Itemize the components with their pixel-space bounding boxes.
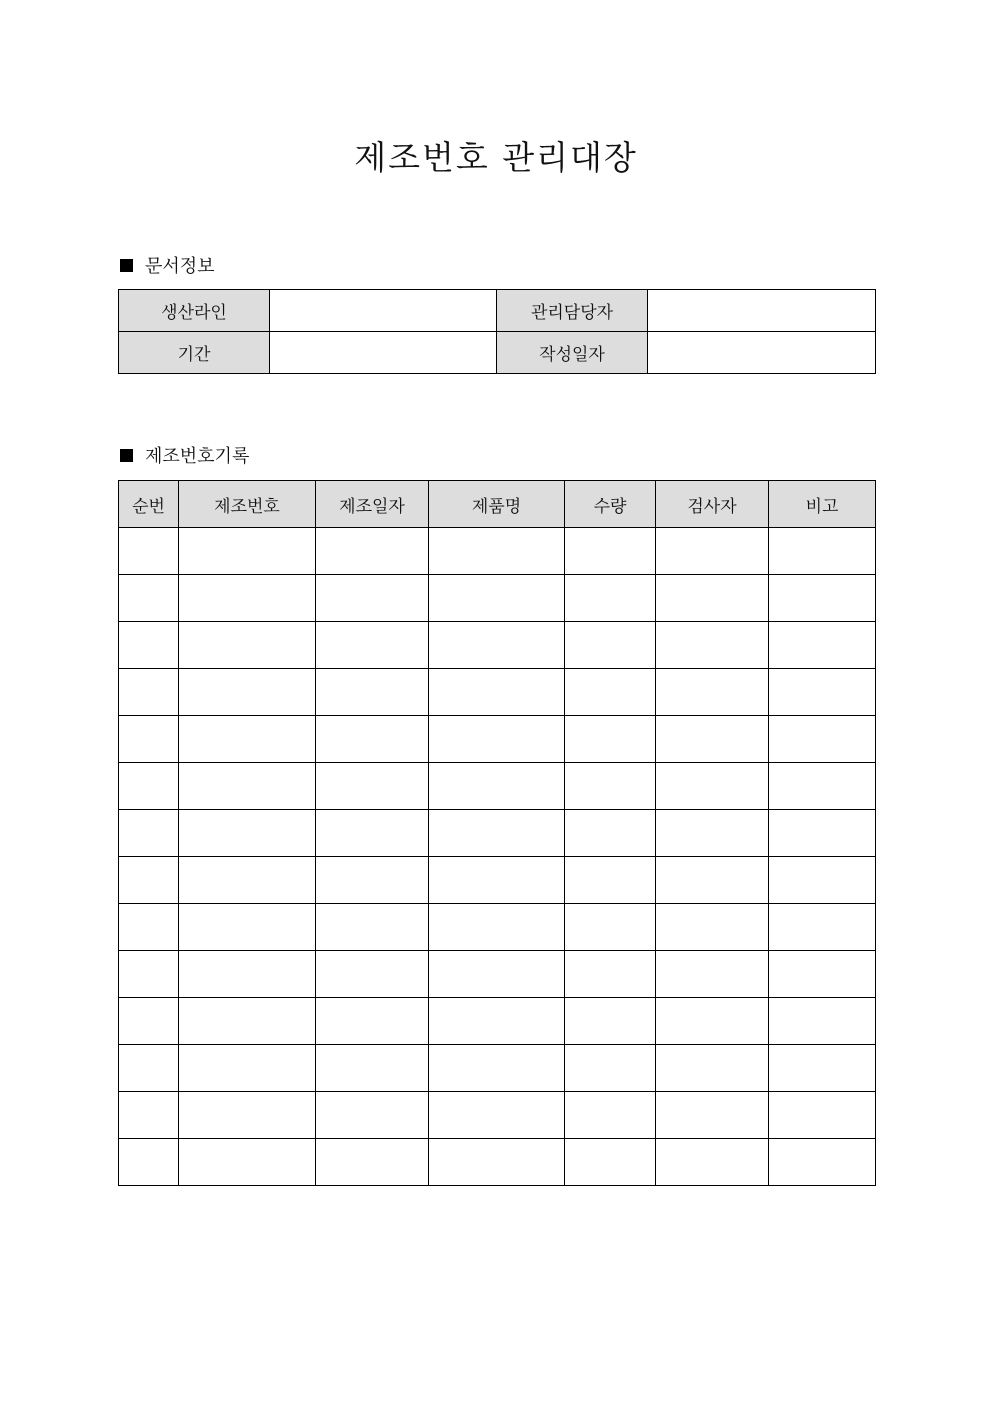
serial-number-cell[interactable] <box>179 669 316 716</box>
remarks-cell[interactable] <box>769 810 876 857</box>
remarks-cell[interactable] <box>769 716 876 763</box>
quantity-cell[interactable] <box>565 1045 656 1092</box>
col-header-manufacture-date: 제조일자 <box>316 481 429 528</box>
manufacture-date-cell[interactable] <box>316 904 429 951</box>
quantity-cell[interactable] <box>565 951 656 998</box>
table-row <box>119 669 876 716</box>
table-row <box>119 575 876 622</box>
serial-number-cell[interactable] <box>179 575 316 622</box>
table-row <box>119 951 876 998</box>
col-header-remarks: 비고 <box>769 481 876 528</box>
inspector-cell[interactable] <box>656 669 769 716</box>
serial-number-cell[interactable] <box>179 763 316 810</box>
product-name-cell[interactable] <box>429 1139 565 1186</box>
serial-number-cell[interactable] <box>179 1139 316 1186</box>
table-row <box>119 763 876 810</box>
record-table <box>118 480 876 1186</box>
seq-cell[interactable] <box>119 763 179 810</box>
table-row <box>119 904 876 951</box>
remarks-cell[interactable] <box>769 763 876 810</box>
production-line-field[interactable] <box>270 290 497 332</box>
manufacture-date-cell[interactable] <box>316 1092 429 1139</box>
remarks-cell[interactable] <box>769 1139 876 1186</box>
product-name-cell[interactable] <box>429 763 565 810</box>
col-header-product-name: 제품명 <box>429 481 565 528</box>
seq-cell[interactable] <box>119 857 179 904</box>
serial-number-cell[interactable] <box>179 951 316 998</box>
table-row <box>119 1045 876 1092</box>
table-row <box>119 716 876 763</box>
inspector-cell[interactable] <box>656 857 769 904</box>
manufacture-date-cell[interactable] <box>316 1045 429 1092</box>
inspector-cell[interactable] <box>656 622 769 669</box>
doc-info-row <box>119 332 876 374</box>
record-header-row <box>119 481 876 528</box>
manufacture-date-cell[interactable] <box>316 951 429 998</box>
seq-cell[interactable] <box>119 575 179 622</box>
product-name-cell[interactable] <box>429 857 565 904</box>
product-name-cell[interactable] <box>429 575 565 622</box>
seq-cell[interactable] <box>119 998 179 1045</box>
manufacture-date-cell[interactable] <box>316 716 429 763</box>
remarks-cell[interactable] <box>769 951 876 998</box>
manufacture-date-cell[interactable] <box>316 622 429 669</box>
quantity-cell[interactable] <box>565 622 656 669</box>
col-header-quantity: 수량 <box>565 481 656 528</box>
manufacture-date-cell[interactable] <box>316 528 429 575</box>
inspector-cell[interactable] <box>656 810 769 857</box>
seq-cell[interactable] <box>119 528 179 575</box>
seq-cell[interactable] <box>119 716 179 763</box>
doc-info-row <box>119 290 876 332</box>
table-row <box>119 1139 876 1186</box>
quantity-cell[interactable] <box>565 810 656 857</box>
remarks-cell[interactable] <box>769 904 876 951</box>
manufacture-date-cell[interactable] <box>316 575 429 622</box>
manufacture-date-cell[interactable] <box>316 857 429 904</box>
table-row <box>119 998 876 1045</box>
product-name-cell[interactable] <box>429 669 565 716</box>
remarks-cell[interactable] <box>769 1045 876 1092</box>
quantity-cell[interactable] <box>565 904 656 951</box>
inspector-cell[interactable] <box>656 951 769 998</box>
serial-number-cell[interactable] <box>179 528 316 575</box>
doc-info-heading <box>120 253 215 277</box>
product-name-cell[interactable] <box>429 622 565 669</box>
product-name-cell[interactable] <box>429 1092 565 1139</box>
manager-label: 관리담당자 <box>497 290 648 332</box>
record-heading-label: 제조번호기록 <box>145 446 250 467</box>
col-header-seq: 순번 <box>119 481 179 528</box>
remarks-cell[interactable] <box>769 528 876 575</box>
period-label: 기간 <box>119 332 270 374</box>
seq-cell[interactable] <box>119 810 179 857</box>
quantity-cell[interactable] <box>565 575 656 622</box>
quantity-cell[interactable] <box>565 857 656 904</box>
col-header-inspector: 검사자 <box>656 481 769 528</box>
remarks-cell[interactable] <box>769 1092 876 1139</box>
seq-cell[interactable] <box>119 951 179 998</box>
black-square-icon <box>120 449 133 462</box>
product-name-cell[interactable] <box>429 810 565 857</box>
doc-info-heading-label: 문서정보 <box>145 256 215 277</box>
table-row <box>119 1092 876 1139</box>
quantity-cell[interactable] <box>565 528 656 575</box>
quantity-cell[interactable] <box>565 1092 656 1139</box>
serial-number-cell[interactable] <box>179 1045 316 1092</box>
table-row <box>119 810 876 857</box>
manufacture-date-cell[interactable] <box>316 669 429 716</box>
inspector-cell[interactable] <box>656 998 769 1045</box>
table-row <box>119 857 876 904</box>
product-name-cell[interactable] <box>429 998 565 1045</box>
remarks-cell[interactable] <box>769 857 876 904</box>
seq-cell[interactable] <box>119 1092 179 1139</box>
inspector-cell[interactable] <box>656 904 769 951</box>
quantity-cell[interactable] <box>565 998 656 1045</box>
quantity-cell[interactable] <box>565 763 656 810</box>
manufacture-date-cell[interactable] <box>316 998 429 1045</box>
serial-number-cell[interactable] <box>179 716 316 763</box>
col-header-serial-number: 제조번호 <box>179 481 316 528</box>
serial-number-cell[interactable] <box>179 622 316 669</box>
quantity-cell[interactable] <box>565 669 656 716</box>
quantity-cell[interactable] <box>565 716 656 763</box>
serial-number-cell[interactable] <box>179 904 316 951</box>
manufacture-date-cell[interactable] <box>316 763 429 810</box>
product-name-cell[interactable] <box>429 1045 565 1092</box>
seq-cell[interactable] <box>119 622 179 669</box>
remarks-cell[interactable] <box>769 998 876 1045</box>
serial-number-cell[interactable] <box>179 1092 316 1139</box>
seq-cell[interactable] <box>119 1139 179 1186</box>
production-line-label: 생산라인 <box>119 290 270 332</box>
product-name-cell[interactable] <box>429 528 565 575</box>
inspector-cell[interactable] <box>656 1092 769 1139</box>
product-name-cell[interactable] <box>429 716 565 763</box>
inspector-cell[interactable] <box>656 763 769 810</box>
page-title: 제조번호 관리대장 <box>354 138 638 177</box>
seq-cell[interactable] <box>119 669 179 716</box>
table-row <box>119 528 876 575</box>
written-date-field[interactable] <box>648 332 876 374</box>
table-row <box>119 622 876 669</box>
black-square-icon <box>120 259 133 272</box>
inspector-cell[interactable] <box>656 1139 769 1186</box>
record-heading <box>120 443 249 467</box>
remarks-cell[interactable] <box>769 575 876 622</box>
inspector-cell[interactable] <box>656 528 769 575</box>
serial-number-cell[interactable] <box>179 810 316 857</box>
seq-cell[interactable] <box>119 1045 179 1092</box>
remarks-cell[interactable] <box>769 669 876 716</box>
serial-number-cell[interactable] <box>179 998 316 1045</box>
inspector-cell[interactable] <box>656 1045 769 1092</box>
product-name-cell[interactable] <box>429 951 565 998</box>
quantity-cell[interactable] <box>565 1139 656 1186</box>
inspector-cell[interactable] <box>656 575 769 622</box>
manufacture-date-cell[interactable] <box>316 1139 429 1186</box>
written-date-label: 작성일자 <box>497 332 648 374</box>
inspector-cell[interactable] <box>656 716 769 763</box>
product-name-cell[interactable] <box>429 904 565 951</box>
manager-field[interactable] <box>648 290 876 332</box>
serial-number-cell[interactable] <box>179 857 316 904</box>
remarks-cell[interactable] <box>769 622 876 669</box>
period-field[interactable] <box>270 332 497 374</box>
manufacture-date-cell[interactable] <box>316 810 429 857</box>
doc-info-table <box>118 289 876 374</box>
seq-cell[interactable] <box>119 904 179 951</box>
